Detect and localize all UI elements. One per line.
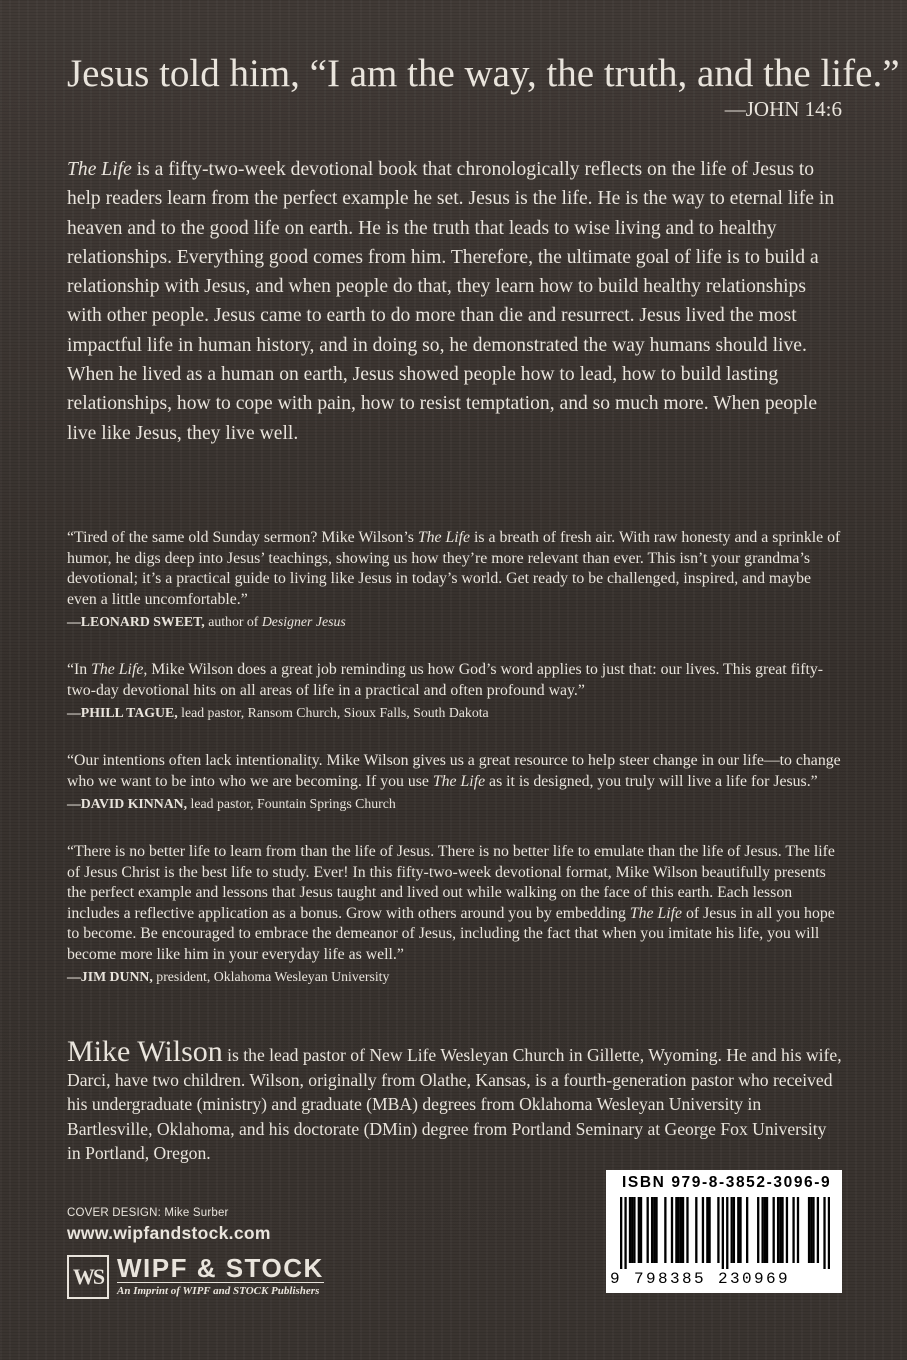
barcode-bar (722, 1197, 724, 1269)
credits (67, 1205, 271, 1245)
endorsement-quote (67, 751, 842, 792)
barcode-bar (786, 1197, 788, 1263)
barcode-bar (731, 1197, 733, 1263)
endorser-book: Designer Jesus (261, 614, 346, 629)
publisher-imprint: An Imprint of WIPF and STOCK Publishers (117, 1285, 320, 1297)
quote-text: “Tired of the same old Sunday sermon? Mike Wilson’s (67, 529, 418, 546)
quote-text: is a breath of fresh air. With raw honesty and a sprinkle of humor, he digs deep into Jesus’ teachings, showing us how they’re more relevant than ever. This isn’t your grandma’s devotional; it’s a practical guide to living like Jesus in today’s world. Get ready to be challenged, inspired, and maybe even a little uncomfortable.” (67, 529, 841, 608)
barcode-bar (797, 1197, 799, 1263)
endorser-role: lead pastor, Ransom Church, Sioux Falls, South Dakota (177, 705, 489, 720)
barcode-bar (633, 1197, 635, 1263)
barcode-bar (817, 1197, 819, 1263)
barcode-bar (651, 1197, 653, 1263)
endorsements (67, 528, 842, 1015)
barcode-bar (682, 1197, 684, 1263)
author-name: Mike Wilson (67, 1035, 223, 1068)
endorsement-attribution (67, 793, 842, 814)
barcode-bar (706, 1197, 708, 1263)
barcode-bar (624, 1197, 626, 1269)
quote-book-title: The Life (417, 529, 471, 546)
endorser-name: —PHILL TAGUE, (67, 705, 178, 720)
isbn-label: ISBN 979-8-3852-3096-9 (622, 1174, 832, 1191)
author-bio (67, 1035, 842, 1166)
barcode-bar (653, 1197, 655, 1263)
barcode-bar (620, 1197, 622, 1269)
endorser-name: —DAVID KINNAN, (67, 796, 188, 811)
barcode-bar (810, 1197, 812, 1263)
publisher-website: www.wipfandstock.com (67, 1223, 271, 1243)
endorser-role: president, Oklahoma Wesleyan University (152, 969, 390, 984)
barcode-bar (640, 1197, 642, 1263)
publisher-block (67, 1254, 324, 1299)
epigraph-quote: Jesus told him, “I am the way, the truth, and the life.” (67, 52, 900, 95)
barcode-bar (761, 1197, 763, 1263)
quote-text: “Our intentions often lack intentionality. Mike Wilson gives us a great resource to help steer change in our life—to change who we want to be into who we are becoming. If you use (67, 752, 841, 790)
barcode-bar (746, 1197, 748, 1263)
barcode-bar (702, 1197, 704, 1263)
barcode-bar (677, 1197, 679, 1263)
barcode-bars-icon (620, 1197, 830, 1269)
quote-book-title: The Life (91, 661, 144, 678)
barcode-bar (737, 1197, 739, 1263)
barcode-bar (777, 1197, 779, 1263)
endorser-role: author of (204, 614, 262, 629)
barcode-bar (680, 1197, 682, 1263)
quote-book-title: The Life (629, 904, 683, 922)
endorsement-attribution (67, 702, 842, 723)
barcode-bar (686, 1197, 688, 1263)
barcode-bar (766, 1197, 768, 1263)
endorsement (67, 660, 842, 723)
publisher-name: WIPF & STOCK (117, 1253, 324, 1283)
barcode-bar (812, 1197, 814, 1263)
barcode-bar (671, 1197, 673, 1263)
endorsement-attribution (67, 611, 842, 632)
endorsement (67, 842, 842, 987)
barcode-bar (739, 1197, 741, 1263)
barcode-bar (655, 1197, 657, 1263)
barcode-bar (695, 1197, 697, 1263)
intro-paragraph (67, 155, 842, 448)
cover-design-credit: COVER DESIGN: Mike Surber (67, 1207, 229, 1219)
endorsement (67, 528, 842, 632)
barcode-bar (757, 1197, 759, 1263)
barcode-bar (828, 1197, 830, 1269)
barcode-bar (717, 1197, 719, 1263)
endorsement-quote (67, 842, 842, 965)
epigraph-reference: —JOHN 14:6 (724, 97, 842, 121)
endorsement-quote (67, 528, 842, 610)
bio-text: is the lead pastor of New Life Wesleyan Church in Gillette, Wyoming. He and his wife, Darci, have two children. Wilson, originally from Olathe, Kansas, is a fourth-generation pastor who received his undergraduate (ministry) and graduate (MBA) degrees from Oklahoma Wesleyan University in Bartlesville, Oklahoma, and his doctorate (DMin) degree from Portland Seminary at George Fox University in Portland, Oregon. (67, 1045, 842, 1164)
quote-text: , Mike Wilson does a great job reminding us how God’s word applies to just that: our lives. This great fifty-two-day devotional hits on all areas of life in a practical and often profound way.” (67, 661, 824, 699)
endorser-role: lead pastor, Fountain Springs Church (187, 796, 396, 811)
barcode-number: 9 798385 230969 (610, 1270, 791, 1288)
endorsement (67, 751, 842, 814)
quote-text: “In (67, 661, 92, 678)
endorser-name: —JIM DUNN, (67, 969, 153, 984)
intro-text: is a fifty-two-week devotional book that chronologically reflects on the life of Jesus to help readers learn from the perfect example he set. Jesus is the life. He is the way to eternal life in heaven and to the good life on earth. He is the truth that leads to wise living and to healthy relationships. Everything good comes from him. Therefore, the ultimate goal of life is to build a relationship with Jesus, and when people do that, they learn how to build healthy relationships with other people. Jesus came to earth to do more than die and resurrect. Jesus lived the most impactful life in human history, and in doing so, he demonstrated the way humans should live. When he lived as a human on earth, Jesus showed people how to lead, how to build lasting relationships, how to cope with pain, how to resist temptation, and so much more. When people live like Jesus, they live well. (67, 159, 835, 444)
quote-book-title: The Life (432, 772, 486, 790)
publisher-logo-icon: WS (67, 1255, 109, 1299)
barcode-bar (638, 1197, 640, 1263)
barcode-bar (629, 1197, 631, 1263)
barcode-bar (664, 1197, 666, 1263)
barcode-bar (726, 1197, 728, 1269)
barcode-bar (808, 1197, 810, 1263)
epigraph (67, 52, 900, 122)
barcode-bar (708, 1197, 710, 1263)
barcode-bar (733, 1197, 735, 1263)
barcode-bar (792, 1197, 794, 1263)
barcode-bar (631, 1197, 633, 1263)
isbn-barcode (606, 1170, 842, 1293)
quote-text: “There is no better life to learn from than the life of Jesus. There is no better life to emulate than the life of Jesus. The life of Jesus Christ is the best life to study. Ever! In this fifty-two-week devotional format, Mike Wilson beautifully presents the perfect example and lessons that Jesus taught and lived out while walking on the face of this earth. Each lesson includes a reflective application as a bonus. Grow with others around you by embedding (67, 843, 835, 922)
barcode-bar (781, 1197, 783, 1263)
barcode-bar (647, 1197, 649, 1263)
barcode-bar (764, 1197, 766, 1263)
barcode-bar (779, 1197, 781, 1263)
quote-text: as it is designed, you truly will live a life for Jesus.” (485, 772, 818, 790)
barcode-bar (823, 1197, 825, 1269)
barcode-bar (675, 1197, 677, 1263)
endorser-name: —LEONARD SWEET, (67, 614, 205, 629)
barcode-bar (773, 1197, 775, 1263)
intro-book-title: The Life (67, 159, 132, 180)
endorsement-quote (67, 660, 842, 701)
quote-text: of Jesus in all you hope to become. Be encouraged to embrace the demeanor of Jesus, including the fact that when you imitate his life, you will become more like him in your everyday life as well.” (67, 904, 835, 963)
endorsement-attribution (67, 966, 842, 987)
publisher-text (117, 1254, 324, 1299)
